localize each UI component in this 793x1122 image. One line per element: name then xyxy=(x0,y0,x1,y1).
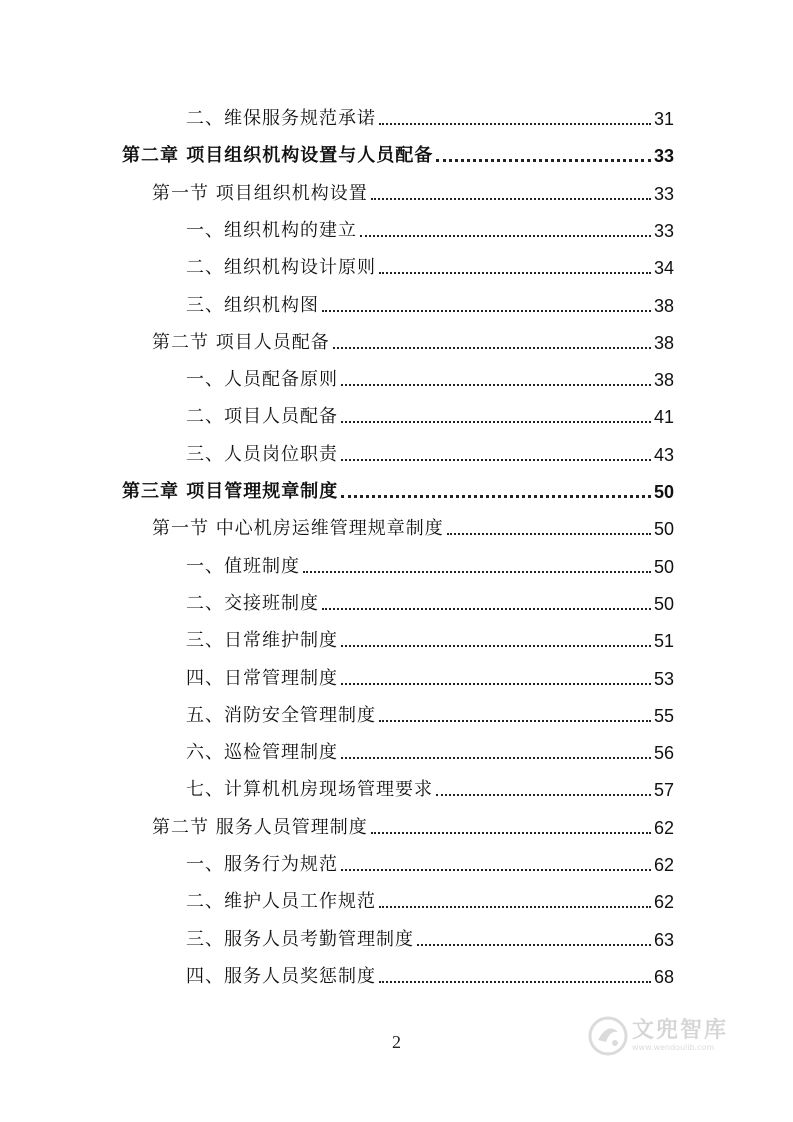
toc-entry[interactable] xyxy=(186,883,674,913)
toc-entry[interactable] xyxy=(152,324,674,354)
toc-entry-page: 50 xyxy=(653,482,674,502)
toc-entry-page: 33 xyxy=(653,220,674,241)
toc-entry-title: 第二章 项目组织机构设置与人员配备 xyxy=(122,145,434,167)
toc-entry-title: 一、组织机构的建立 xyxy=(186,219,357,241)
toc-entry-title: 三、服务人员考勤管理制度 xyxy=(186,928,414,950)
toc-entry-title: 一、服务行为规范 xyxy=(186,854,338,875)
toc-dot-leader xyxy=(341,869,651,871)
toc-entry-title: 四、日常管理制度 xyxy=(186,667,338,689)
toc-entry-title: 三、人员岗位职责 xyxy=(186,443,338,465)
toc-entry-title: 三、组织机构图 xyxy=(186,294,319,316)
toc-entry[interactable] xyxy=(186,398,674,428)
toc-entry-title: 二、组织机构设计原则 xyxy=(186,257,376,279)
toc-entry[interactable] xyxy=(186,921,674,951)
toc-dot-leader xyxy=(333,347,651,349)
toc-entry-page: 43 xyxy=(653,444,674,465)
watermark xyxy=(588,1016,728,1056)
toc-entry[interactable] xyxy=(186,697,674,727)
toc-entry-page: 68 xyxy=(653,966,674,987)
toc-entry-page: 41 xyxy=(653,407,674,428)
toc-dot-leader xyxy=(341,384,651,386)
toc-entry-page: 50 xyxy=(653,519,674,540)
toc-dot-leader xyxy=(371,832,651,834)
toc-entry[interactable] xyxy=(186,287,674,317)
toc-dot-leader xyxy=(379,906,651,908)
toc-dot-leader xyxy=(379,272,651,274)
toc-dot-leader xyxy=(360,235,651,237)
toc-entry-page: 38 xyxy=(653,332,674,353)
toc-entry[interactable] xyxy=(186,548,674,578)
toc-entry-page: 33 xyxy=(653,146,674,167)
toc-dot-leader xyxy=(341,459,651,461)
toc-entry-page: 62 xyxy=(653,892,674,913)
toc-entry-title: 第一节 项目组织机构设置 xyxy=(152,182,368,204)
toc-entry-title: 第一节 中心机房运维管理规章制度 xyxy=(152,518,444,540)
toc-dot-leader xyxy=(436,794,651,796)
toc-entry-title: 一、人员配备原则 xyxy=(186,369,338,391)
toc-dot-leader xyxy=(341,757,651,759)
toc-entry-title: 二、项目人员配备 xyxy=(186,406,338,428)
toc-entry-page: 50 xyxy=(653,593,674,614)
toc-entry[interactable] xyxy=(186,958,674,988)
toc-dot-leader xyxy=(379,981,651,983)
toc-dot-leader xyxy=(341,683,651,685)
toc-entry-title: 第二节 项目人员配备 xyxy=(152,331,330,353)
toc-entry-title: 第二节 服务人员管理制度 xyxy=(152,816,368,838)
toc-dot-leader xyxy=(436,159,651,162)
toc-entry[interactable] xyxy=(186,100,674,130)
toc-entry[interactable] xyxy=(152,809,674,839)
watermark-url: www.wendoulib.com xyxy=(632,1043,715,1052)
toc-dot-leader xyxy=(303,571,651,573)
toc-entry-page: 62 xyxy=(653,817,674,838)
toc-entry-page: 51 xyxy=(653,631,674,652)
toc-entry[interactable] xyxy=(186,846,674,876)
toc-entry-page: 55 xyxy=(653,705,674,726)
toc-entry[interactable] xyxy=(186,436,674,466)
toc-entry-title: 四、服务人员奖惩制度 xyxy=(186,965,376,987)
toc-entry-page: 63 xyxy=(653,929,674,950)
toc-dot-leader xyxy=(322,608,651,610)
toc-entry-page: 38 xyxy=(653,295,674,316)
toc-dot-leader xyxy=(341,495,651,498)
toc-entry-title: 一、值班制度 xyxy=(186,555,300,577)
toc-entry-title: 二、维护人员工作规范 xyxy=(186,891,376,913)
toc-dot-leader xyxy=(379,720,651,722)
toc-entry-page: 31 xyxy=(653,109,674,129)
toc-dot-leader xyxy=(379,123,651,125)
toc-entry[interactable] xyxy=(152,175,674,205)
toc-entry[interactable] xyxy=(152,510,674,540)
toc-entry-title: 七、计算机机房现场管理要求 xyxy=(186,779,433,801)
toc-dot-leader xyxy=(341,421,651,423)
toc-dot-leader xyxy=(371,198,651,200)
toc-entry-title: 六、巡检管理制度 xyxy=(186,742,338,764)
toc-entry-page: 33 xyxy=(653,183,674,204)
toc-entry[interactable] xyxy=(186,622,674,652)
toc-entry[interactable] xyxy=(186,771,674,801)
toc-entry-page: 53 xyxy=(653,668,674,689)
toc-entry-title: 三、日常维护制度 xyxy=(186,630,338,652)
toc-entry[interactable] xyxy=(186,734,674,764)
toc-entry[interactable] xyxy=(122,137,674,167)
toc-dot-leader xyxy=(447,533,651,535)
toc-entry-page: 57 xyxy=(653,780,674,801)
toc-entry[interactable] xyxy=(186,212,674,242)
toc-entry-title: 五、消防安全管理制度 xyxy=(186,704,376,726)
toc-entry-page: 34 xyxy=(653,258,674,279)
toc-entry[interactable] xyxy=(122,473,674,503)
toc-entry-title: 二、交接班制度 xyxy=(186,592,319,614)
toc-entry[interactable] xyxy=(186,361,674,391)
toc-entry[interactable] xyxy=(186,249,674,279)
toc-entry[interactable] xyxy=(186,660,674,690)
toc-entry-page: 50 xyxy=(653,556,674,577)
toc-entry-title: 第三章 项目管理规章制度 xyxy=(122,481,339,502)
wendou-logo-icon xyxy=(588,1016,628,1056)
watermark-name: 文兜智库 xyxy=(632,1018,729,1043)
toc-dot-leader xyxy=(417,944,651,946)
page-number: 2 xyxy=(392,1032,401,1052)
toc-entry[interactable] xyxy=(186,585,674,615)
toc-entry-title: 二、维保服务规范承诺 xyxy=(186,108,376,129)
toc-dot-leader xyxy=(322,310,651,312)
toc-entry-page: 56 xyxy=(653,743,674,764)
toc-dot-leader xyxy=(341,645,651,647)
toc-entry-page: 62 xyxy=(653,855,674,875)
toc-entry-page: 38 xyxy=(653,370,674,391)
